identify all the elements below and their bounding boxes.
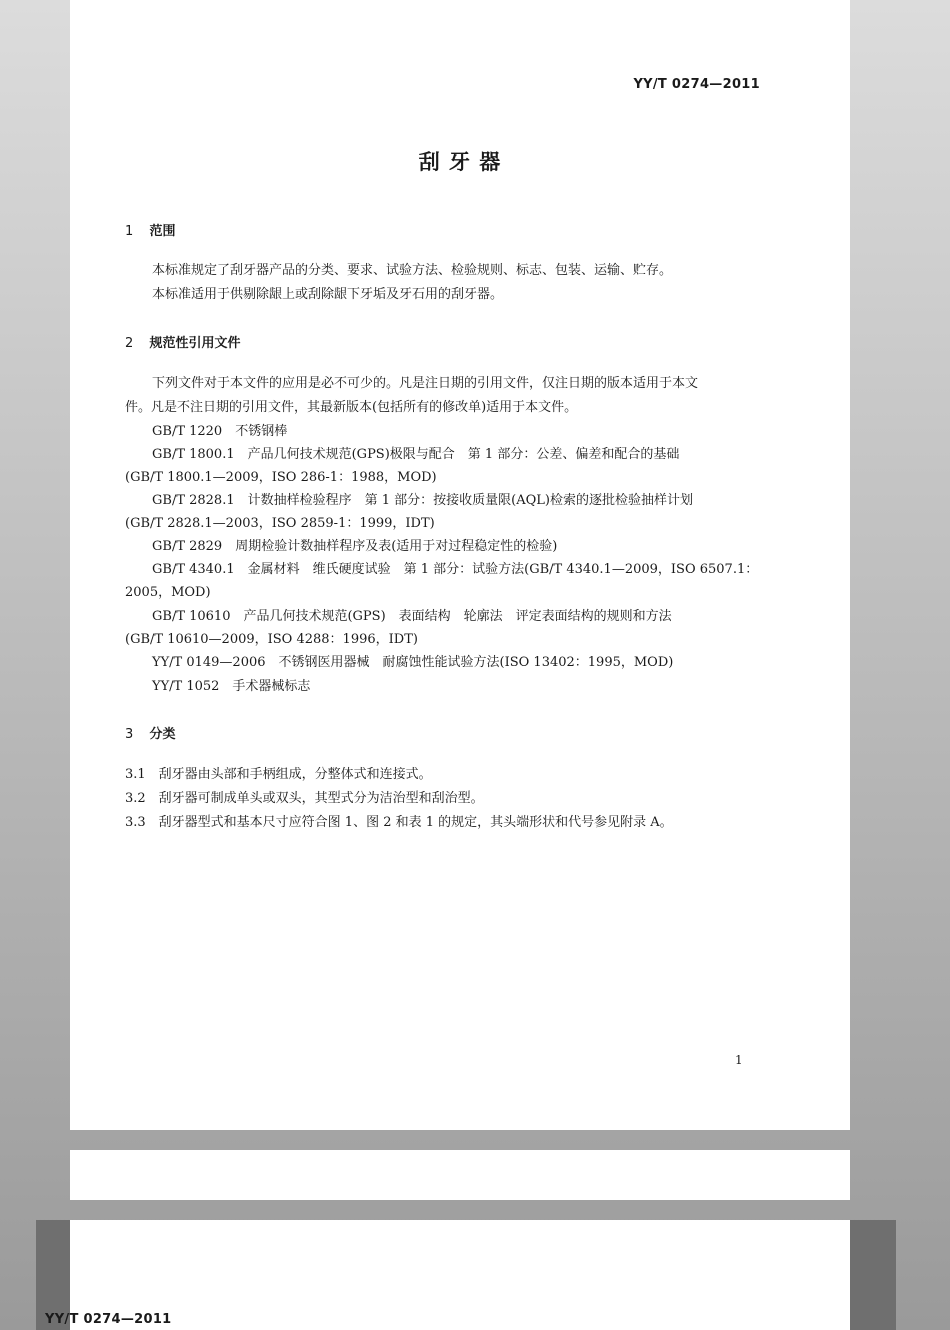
blank-page-strip <box>70 1150 850 1200</box>
document-page-2 <box>70 1220 850 1330</box>
section-number: 3 <box>125 727 134 742</box>
reference-line: GB/T 2828.1 计数抽样检验程序 第 1 部分：按接收质量限(AQL)检索的逐批检验抽样计划 <box>152 493 693 508</box>
section-title: 范围 <box>149 224 176 239</box>
standard-number-header: YY/T 0274—2011 <box>45 1312 172 1327</box>
reference-line: GB/T 1800.1 产品几何技术规范(GPS)极限与配合 第 1 部分：公差、偏差和配合的基础 <box>152 447 680 462</box>
section-2-heading <box>125 332 241 351</box>
page-number: 1 <box>735 1053 743 1067</box>
reference-line: YY/T 1052 手术器械标志 <box>152 679 311 694</box>
section-3-heading <box>125 723 176 742</box>
clause-item: 3.1 刮牙器由头部和手柄组成，分整体式和连接式。 <box>125 767 432 782</box>
clause-item: 3.3 刮牙器型式和基本尺寸应符合图 1、图 2 和表 1 的规定，其头端形状和代号参见附录 A。 <box>125 815 673 830</box>
paragraph: 件。凡是不注日期的引用文件，其最新版本(包括所有的修改单)适用于本文件。 <box>125 400 578 415</box>
document-page-1 <box>70 0 850 1130</box>
clause-item: 3.2 刮牙器可制成单头或双头，其型式分为洁治型和刮治型。 <box>125 791 484 806</box>
paragraph: 本标准规定了刮牙器产品的分类、要求、试验方法、检验规则、标志、包装、运输、贮存。 <box>152 263 673 278</box>
section-1-heading <box>125 220 176 239</box>
section-title: 规范性引用文件 <box>149 336 241 351</box>
reference-line: (GB/T 10610—2009，ISO 4288：1996，IDT) <box>125 632 418 647</box>
document-title: 刮 牙 器 <box>418 149 502 174</box>
reference-line: GB/T 1220 不锈钢棒 <box>152 424 288 439</box>
standard-number-header: YY/T 0274—2011 <box>633 77 760 92</box>
reference-line: 2005，MOD) <box>125 585 211 600</box>
paragraph: 本标准适用于供剔除龈上或刮除龈下牙垢及牙石用的刮牙器。 <box>152 287 504 302</box>
section-title: 分类 <box>149 727 176 742</box>
paragraph: 下列文件对于本文件的应用是必不可少的。凡是注日期的引用文件，仅注日期的版本适用于本文 <box>152 376 699 391</box>
reference-line: GB/T 10610 产品几何技术规范(GPS) 表面结构 轮廓法 评定表面结构的规则和方法 <box>152 609 672 624</box>
reference-line: GB/T 4340.1 金属材料 维氏硬度试验 第 1 部分：试验方法(GB/T 4340.1—2009，ISO 6507.1： <box>152 562 759 577</box>
reference-line: (GB/T 2828.1—2003，ISO 2859-1：1999，IDT) <box>125 516 435 531</box>
reference-line: GB/T 2829 周期检验计数抽样程序及表(适用于对过程稳定性的检验) <box>152 539 558 554</box>
section-number: 1 <box>125 224 134 239</box>
section-number: 2 <box>125 336 134 351</box>
reference-line: YY/T 0149—2006 不锈钢医用器械 耐腐蚀性能试验方法(ISO 13402：1995，MOD) <box>152 655 674 670</box>
reference-line: (GB/T 1800.1—2009，ISO 286-1：1988，MOD) <box>125 470 437 485</box>
